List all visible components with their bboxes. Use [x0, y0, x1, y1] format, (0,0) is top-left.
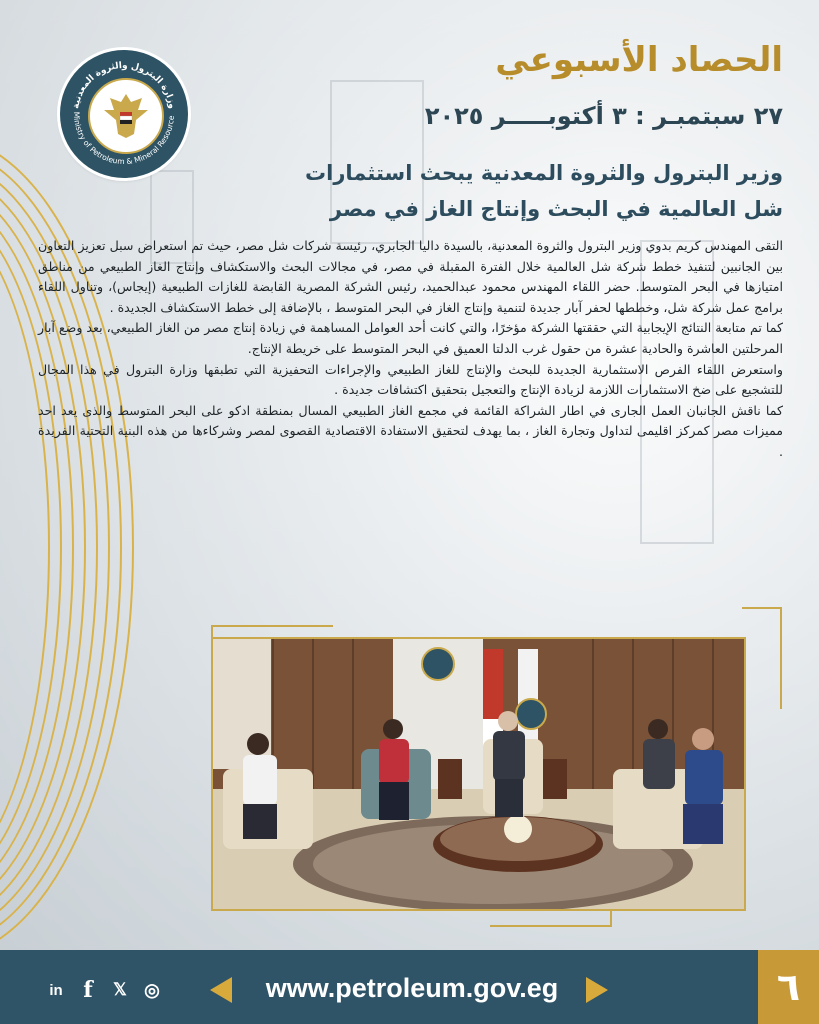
photo-frame-accent: [742, 607, 782, 709]
article-headline: [283, 155, 783, 227]
article-body: [38, 236, 783, 463]
headline-line-1: وزير البترول والثروة المعدنية يبحث استثمارات: [305, 161, 783, 185]
paragraph: كما ناقش الجانبان العمل الجارى في اطار الشراكة القائمة في مجمع الغاز الطبيعي المسال بمنطقة ادكو على البحر المتوسط والذى يعد احد مميزات مصر كمركز اقليمى لتداول وتجارة الغاز ، بما يهدف لتحقيق الاستفادة الاقتصادية القصوى لمصر وشركاءها من هذه البنية التحتية الفريدة .: [38, 402, 783, 459]
page-number: ٦: [758, 950, 819, 1024]
facebook-icon[interactable]: f: [83, 977, 93, 1003]
page-title: الحصاد الأسبوعي: [495, 40, 783, 80]
headline-line-2: شل العالمية في البحث وإنتاج الغاز في مصر: [329, 197, 783, 221]
eagle-icon: [90, 80, 162, 152]
meeting-photo-illustration: [213, 639, 744, 909]
date-range: ٢٧ سبتمبـر : ٣ أكتوبـــــر ٢٠٢٥: [424, 102, 783, 130]
paragraph: واستعرض اللقاء الفرص الاستثمارية الجديدة للبحث والإنتاج للغاز الطبيعي والإجراءات التحفيزية التي تطبقها وزارة البترول في هذا المجال للتشجيع على ضخ الاستثمارات اللازمة لزيادة الإنتاج والتعجيل بتحقيق اكتشافات جديدة .: [38, 361, 783, 398]
instagram-icon[interactable]: ◎: [144, 979, 160, 1000]
meeting-photo: [211, 637, 746, 911]
paragraph: التقى المهندس كريم بدوي وزير البترول والثروة المعدنية، بالسيدة داليا الجابري، رئيسة شركات شل مصر، حيث تم استعراض سبل تعزيز التعاون بين الجانبين لتنفيذ خطط شركة شل العالمية خلال الفترة المقبلة في مصر، في مجالات البحث والاستكشاف وإنتاج الغاز الطبيعي من مناطق امتيازها في البحر المتوسط. حضر اللقاء المهندس محمود عبدالحميد، رئيس الشركة المصرية القابضة للغازات الطبيعية (إيجاس)، وتناول اللقاء برامج عمل شركة شل، وخططها لحفر آبار جديدة لتنمية وإنتاج الغاز في البحر المتوسط ، بالإضافة إلى خطط الاستكشاف الجديدة .: [38, 238, 783, 315]
ministry-logo: [60, 50, 188, 178]
logo-emblem: [88, 78, 164, 154]
paragraph: كما تم متابعة النتائج الإيجابية التي حققتها الشركة مؤخرًا، والتي كانت أحد العوامل المساهمة في زيادة إنتاج مصر من الغاز الطبيعي، بعد وضع آبار المرحلتين العاشرة والحادية عشرة من حقول غرب الدلتا العميق في البحر المتوسط على خريطة الإنتاج.: [38, 320, 783, 356]
website-link[interactable]: www.petroleum.gov.eg: [265, 973, 559, 1003]
svg-text:وزارة البترول والثروة المعدنية: وزارة البترول والثروة المعدنية: [71, 60, 177, 110]
linkedin-icon[interactable]: in: [49, 981, 63, 999]
arrow-right-icon[interactable]: [586, 977, 608, 1003]
arrow-left-icon[interactable]: [210, 977, 232, 1003]
svg-text:Ministry of Petroleum & Minera: Ministry of Petroleum & Mineral Resource: [71, 111, 177, 167]
x-twitter-icon[interactable]: 𝕏: [113, 980, 127, 999]
